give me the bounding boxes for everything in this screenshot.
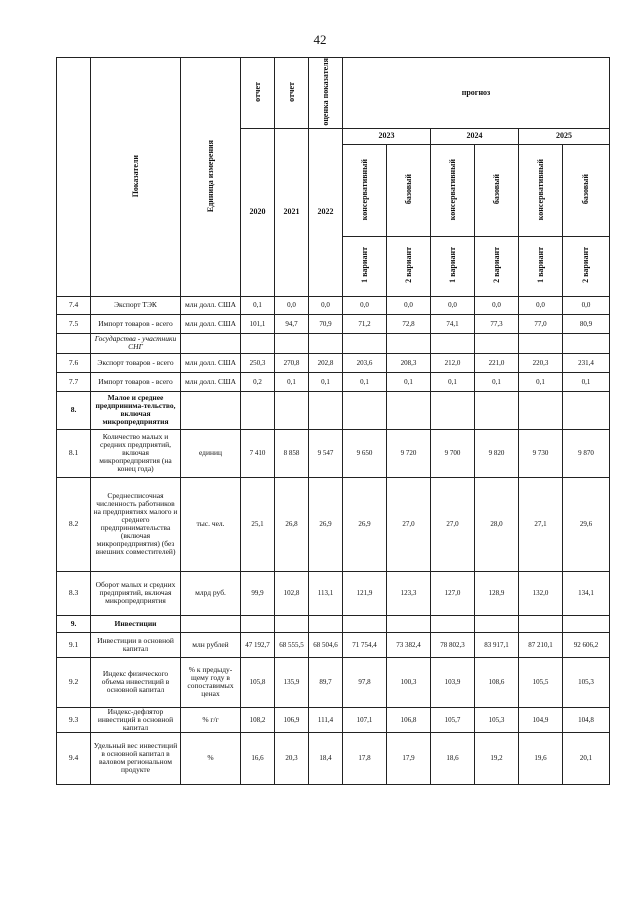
row-value: 26,9	[309, 477, 343, 571]
row-value	[475, 391, 519, 429]
row-value	[241, 615, 275, 632]
row-value: 29,6	[563, 477, 610, 571]
row-value: 203,6	[343, 353, 387, 372]
row-value: 105,3	[563, 657, 610, 707]
table-row	[57, 571, 610, 615]
row-unit: тыс. чел.	[181, 477, 241, 571]
table-row	[57, 333, 610, 353]
header-report-2021: отчет	[275, 58, 309, 129]
row-value: 106,8	[387, 707, 431, 732]
row-value	[387, 615, 431, 632]
row-value: 202,8	[309, 353, 343, 372]
header-variant-1: 1 вариант	[519, 236, 563, 296]
row-value: 0,0	[519, 296, 563, 314]
table-row	[57, 353, 610, 372]
row-value	[387, 391, 431, 429]
row-value	[275, 391, 309, 429]
row-value	[309, 615, 343, 632]
row-value: 0,1	[241, 296, 275, 314]
row-value	[563, 333, 610, 353]
row-value: 134,1	[563, 571, 610, 615]
row-value: 9 730	[519, 429, 563, 477]
row-value: 9 720	[387, 429, 431, 477]
table-row	[57, 429, 610, 477]
row-value: 87 210,1	[519, 632, 563, 657]
row-value	[519, 391, 563, 429]
header-base: базовый	[563, 144, 610, 236]
table-row	[57, 477, 610, 571]
table-row	[57, 296, 610, 314]
row-value: 27,1	[519, 477, 563, 571]
row-value: 101,1	[241, 314, 275, 333]
row-value: 26,8	[275, 477, 309, 571]
row-number: 8.	[57, 391, 91, 429]
row-indicator: Удельный вес инвестиций в основной капитал в валовом региональном продукте	[91, 732, 181, 784]
row-value	[275, 333, 309, 353]
row-value: 128,9	[475, 571, 519, 615]
row-unit	[181, 333, 241, 353]
header-variant-1: 1 вариант	[431, 236, 475, 296]
row-value: 9 870	[563, 429, 610, 477]
row-value	[563, 615, 610, 632]
row-value: 77,0	[519, 314, 563, 333]
row-number: 9.1	[57, 632, 91, 657]
row-value: 0,0	[343, 296, 387, 314]
row-value: 107,1	[343, 707, 387, 732]
table-row	[57, 391, 610, 429]
row-number: 8.3	[57, 571, 91, 615]
row-value: 92 606,2	[563, 632, 610, 657]
row-value	[275, 615, 309, 632]
row-value	[343, 615, 387, 632]
row-value: 0,1	[275, 372, 309, 391]
header-variant-2: 2 вариант	[475, 236, 519, 296]
row-value: 221,0	[475, 353, 519, 372]
row-value: 135,9	[275, 657, 309, 707]
row-value: 83 917,1	[475, 632, 519, 657]
row-value: 19,6	[519, 732, 563, 784]
row-value: 68 504,6	[309, 632, 343, 657]
row-value: 0,1	[431, 372, 475, 391]
row-value: 17,9	[387, 732, 431, 784]
row-unit: %	[181, 732, 241, 784]
row-value: 72,8	[387, 314, 431, 333]
row-value: 74,1	[431, 314, 475, 333]
row-value	[309, 391, 343, 429]
row-unit: млн долл. США	[181, 372, 241, 391]
table-body	[57, 296, 610, 784]
row-value: 212,0	[431, 353, 475, 372]
row-value	[241, 391, 275, 429]
row-value: 71,2	[343, 314, 387, 333]
header-year-2023: 2023	[343, 128, 431, 144]
row-number	[57, 333, 91, 353]
row-value: 28,0	[475, 477, 519, 571]
table-row	[57, 632, 610, 657]
header-conservative: консервативный	[343, 144, 387, 236]
row-value	[475, 333, 519, 353]
row-value	[563, 391, 610, 429]
row-unit: млн долл. США	[181, 314, 241, 333]
row-unit: % к предыду-щему году в сопоставимых ценах	[181, 657, 241, 707]
row-value	[343, 391, 387, 429]
page-number: 42	[313, 32, 327, 47]
row-value: 121,9	[343, 571, 387, 615]
row-value: 102,8	[275, 571, 309, 615]
header-variant-2: 2 вариант	[563, 236, 610, 296]
row-value: 0,1	[563, 372, 610, 391]
row-value	[241, 333, 275, 353]
row-value: 104,8	[563, 707, 610, 732]
header-report-2020: отчет	[241, 58, 275, 129]
row-value: 127,0	[431, 571, 475, 615]
row-value: 220,3	[519, 353, 563, 372]
row-value: 0,0	[309, 296, 343, 314]
row-value: 89,7	[309, 657, 343, 707]
header-base: базовый	[475, 144, 519, 236]
row-value: 25,1	[241, 477, 275, 571]
row-number: 8.2	[57, 477, 91, 571]
table-row	[57, 615, 610, 632]
row-number: 8.1	[57, 429, 91, 477]
row-value: 94,7	[275, 314, 309, 333]
row-unit: млн рублей	[181, 632, 241, 657]
header-num-col	[57, 58, 91, 297]
row-value: 77,3	[475, 314, 519, 333]
table-header	[57, 58, 610, 297]
row-unit: млн долл. США	[181, 296, 241, 314]
row-value: 16,6	[241, 732, 275, 784]
row-value	[431, 615, 475, 632]
row-value: 0,0	[563, 296, 610, 314]
row-value	[343, 333, 387, 353]
row-indicator: Экспорт ТЭК	[91, 296, 181, 314]
row-number: 7.6	[57, 353, 91, 372]
row-value	[475, 615, 519, 632]
row-value: 8 858	[275, 429, 309, 477]
row-value: 104,9	[519, 707, 563, 732]
table-row	[57, 657, 610, 707]
row-number: 7.5	[57, 314, 91, 333]
row-value: 0,1	[475, 372, 519, 391]
row-value: 231,4	[563, 353, 610, 372]
row-value: 18,4	[309, 732, 343, 784]
row-value	[387, 333, 431, 353]
header-variant-1: 1 вариант	[343, 236, 387, 296]
row-value: 100,3	[387, 657, 431, 707]
row-number: 9.4	[57, 732, 91, 784]
row-value: 105,5	[519, 657, 563, 707]
row-indicator: Индекс-дефлятор инвестиций в основной капитал	[91, 707, 181, 732]
row-indicator: Среднесписочная численность работников на предприятиях малого и среднего предпринимательства (включая микропредприятия) (без внешних совместителей)	[91, 477, 181, 571]
row-value: 9 700	[431, 429, 475, 477]
row-unit	[181, 391, 241, 429]
row-value: 105,3	[475, 707, 519, 732]
row-indicator: Импорт товаров - всего	[91, 314, 181, 333]
row-indicator: Малое и среднее предпринима-тельство, включая микропредприятия	[91, 391, 181, 429]
row-value: 208,3	[387, 353, 431, 372]
row-unit: единиц	[181, 429, 241, 477]
row-value: 9 650	[343, 429, 387, 477]
row-value	[431, 333, 475, 353]
row-value: 17,8	[343, 732, 387, 784]
row-value: 47 192,7	[241, 632, 275, 657]
row-value: 105,8	[241, 657, 275, 707]
row-indicator: Государства - участники СНГ	[91, 333, 181, 353]
row-value: 70,9	[309, 314, 343, 333]
table-row	[57, 372, 610, 391]
header-year-2024: 2024	[431, 128, 519, 144]
header-unit: Единица измерения	[181, 58, 241, 297]
row-value: 0,0	[387, 296, 431, 314]
header-conservative: консервативный	[431, 144, 475, 236]
row-number: 9.3	[57, 707, 91, 732]
row-value: 27,0	[431, 477, 475, 571]
header-indicators: Показатели	[91, 58, 181, 297]
row-value: 0,1	[387, 372, 431, 391]
row-indicator: Оборот малых и средних предприятий, включая микропредприятия	[91, 571, 181, 615]
row-value: 99,9	[241, 571, 275, 615]
row-value: 0,0	[275, 296, 309, 314]
header-estimate: оценка показателя	[309, 58, 343, 129]
row-value: 132,0	[519, 571, 563, 615]
header-year-2025: 2025	[519, 128, 610, 144]
header-year-2021: 2021	[275, 128, 309, 296]
row-value: 105,7	[431, 707, 475, 732]
row-value: 18,6	[431, 732, 475, 784]
row-value: 20,1	[563, 732, 610, 784]
row-number: 7.7	[57, 372, 91, 391]
row-unit: % г/г	[181, 707, 241, 732]
row-value: 270,8	[275, 353, 309, 372]
row-value	[519, 615, 563, 632]
row-value: 108,2	[241, 707, 275, 732]
table-row	[57, 707, 610, 732]
header-conservative: консервативный	[519, 144, 563, 236]
row-unit	[181, 615, 241, 632]
row-value: 9 820	[475, 429, 519, 477]
row-value: 97,8	[343, 657, 387, 707]
row-value: 0,2	[241, 372, 275, 391]
row-indicator: Инвестиции в основной капитал	[91, 632, 181, 657]
row-number: 9.	[57, 615, 91, 632]
row-value: 27,0	[387, 477, 431, 571]
row-value: 0,1	[343, 372, 387, 391]
row-indicator: Инвестиции	[91, 615, 181, 632]
row-value: 9 547	[309, 429, 343, 477]
row-number: 9.2	[57, 657, 91, 707]
table-row	[57, 732, 610, 784]
row-value: 20,3	[275, 732, 309, 784]
row-value: 111,4	[309, 707, 343, 732]
row-value: 7 410	[241, 429, 275, 477]
row-value: 26,9	[343, 477, 387, 571]
table-row	[57, 314, 610, 333]
row-value	[431, 391, 475, 429]
row-indicator: Экспорт товаров - всего	[91, 353, 181, 372]
row-value: 0,1	[519, 372, 563, 391]
row-value: 103,9	[431, 657, 475, 707]
row-value: 80,9	[563, 314, 610, 333]
row-value: 71 754,4	[343, 632, 387, 657]
row-value: 78 802,3	[431, 632, 475, 657]
header-variant-2: 2 вариант	[387, 236, 431, 296]
row-value: 68 555,5	[275, 632, 309, 657]
header-year-2020: 2020	[241, 128, 275, 296]
row-value: 106,9	[275, 707, 309, 732]
row-number: 7.4	[57, 296, 91, 314]
row-value: 73 382,4	[387, 632, 431, 657]
header-year-2022: 2022	[309, 128, 343, 296]
row-value: 0,0	[475, 296, 519, 314]
row-value: 0,1	[309, 372, 343, 391]
row-value	[309, 333, 343, 353]
indicators-table	[56, 57, 610, 785]
row-value	[519, 333, 563, 353]
row-indicator: Импорт товаров - всего	[91, 372, 181, 391]
row-unit: млн долл. США	[181, 353, 241, 372]
row-indicator: Индекс физического объема инвестиций в основной капитал	[91, 657, 181, 707]
row-value: 123,3	[387, 571, 431, 615]
row-value: 19,2	[475, 732, 519, 784]
row-indicator: Количество малых и средних предприятий, включая микропредприятия (на конец года)	[91, 429, 181, 477]
header-base: базовый	[387, 144, 431, 236]
row-value: 108,6	[475, 657, 519, 707]
row-unit: млрд руб.	[181, 571, 241, 615]
row-value: 250,3	[241, 353, 275, 372]
header-forecast: прогноз	[343, 58, 610, 129]
row-value: 113,1	[309, 571, 343, 615]
row-value: 0,0	[431, 296, 475, 314]
